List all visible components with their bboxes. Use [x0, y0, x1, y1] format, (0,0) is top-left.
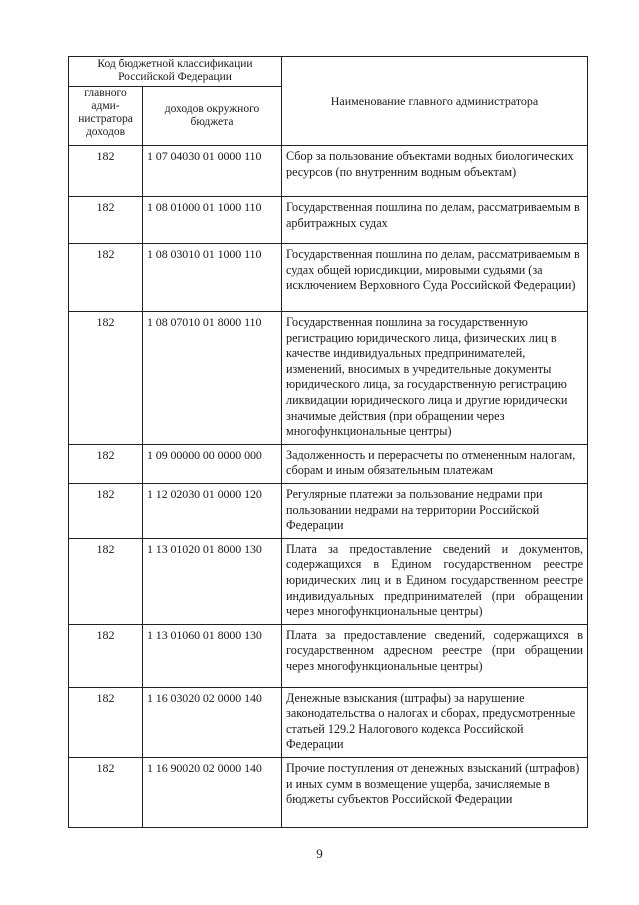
admin-code-cell: 182 — [69, 244, 143, 312]
admin-name-cell: Государственная пошлина за государственную регистрацию юридического лица, физических лиц в качестве индивидуальных предпринимателей, изменений, вносимых в учредительные документы юридического лица, за государственную регистрацию ликвидации юридического лица и другие юридически значимые действия (при обращении через многофункциональные центры) — [282, 312, 588, 445]
income-code-cell: 1 13 01020 01 8000 130 — [143, 538, 282, 624]
table-row — [69, 758, 588, 828]
table-row — [69, 624, 588, 687]
page-number: 9 — [316, 846, 323, 861]
admin-name-cell: Государственная пошлина по делам, рассматриваемым в арбитражных судах — [282, 197, 588, 244]
admin-name-cell: Государственная пошлина по делам, рассматриваемым в судах общей юрисдикции, мировыми судьями (за исключением Верховного Суда Российской Федерации) — [282, 244, 588, 312]
admin-name-cell: Денежные взыскания (штрафы) за нарушение законодательства о налогах и сборах, предусмотренные статьей 129.2 Налогового кодекса Российской Федерации — [282, 687, 588, 757]
admin-name-cell: Регулярные платежи за пользование недрами при пользовании недрами на территории Российской Федерации — [282, 483, 588, 538]
income-code-cell: 1 16 03020 02 0000 140 — [143, 687, 282, 757]
header-income-code: доходов окружного бюджета — [143, 87, 282, 146]
table-row — [69, 146, 588, 197]
budget-classification-table — [68, 56, 588, 828]
table-row — [69, 483, 588, 538]
income-code-cell: 1 13 01060 01 8000 130 — [143, 624, 282, 687]
header-admin-name: Наименование главного администратора — [282, 57, 588, 146]
admin-name-cell: Плата за предоставление сведений, содержащихся в государственном адресном реестре (при обращении через многофункциональные центры) — [282, 624, 588, 687]
admin-code-cell: 182 — [69, 538, 143, 624]
admin-code-cell: 182 — [69, 687, 143, 757]
income-code-cell: 1 09 00000 00 0000 000 — [143, 444, 282, 483]
table-row — [69, 687, 588, 757]
income-code-cell: 1 08 01000 01 1000 110 — [143, 197, 282, 244]
income-code-cell: 1 08 03010 01 1000 110 — [143, 244, 282, 312]
table-row — [69, 244, 588, 312]
table-row — [69, 538, 588, 624]
admin-code-cell: 182 — [69, 444, 143, 483]
income-code-cell: 1 08 07010 01 8000 110 — [143, 312, 282, 445]
admin-code-cell: 182 — [69, 758, 143, 828]
admin-code-cell: 182 — [69, 312, 143, 445]
admin-name-cell: Задолженность и перерасчеты по отмененным налогам, сборам и иным обязательным платежам — [282, 444, 588, 483]
admin-name-cell: Сбор за пользование объектами водных биологических ресурсов (по внутренним водным объектам) — [282, 146, 588, 197]
admin-code-cell: 182 — [69, 624, 143, 687]
admin-code-cell: 182 — [69, 197, 143, 244]
admin-name-cell: Плата за предоставление сведений и документов, содержащихся в Едином государственном реестре юридических лиц и в Едином государственном реестре индивидуальных предпринимателей (при обращении через многофункциональные центры) — [282, 538, 588, 624]
income-code-cell: 1 12 02030 01 0000 120 — [143, 483, 282, 538]
admin-name-cell: Прочие поступления от денежных взысканий (штрафов) и иных сумм в возмещение ущерба, зачисляемые в бюджеты субъектов Российской Федерации — [282, 758, 588, 828]
income-code-cell: 1 07 04030 01 0000 110 — [143, 146, 282, 197]
admin-code-cell: 182 — [69, 146, 143, 197]
table-row — [69, 444, 588, 483]
table-row — [69, 312, 588, 445]
header-group-title: Код бюджетной классификации Российской Федерации — [69, 57, 282, 87]
admin-code-cell: 182 — [69, 483, 143, 538]
header-admin-code: главного адми-нистратора доходов — [69, 87, 143, 146]
table-row — [69, 197, 588, 244]
income-code-cell: 1 16 90020 02 0000 140 — [143, 758, 282, 828]
